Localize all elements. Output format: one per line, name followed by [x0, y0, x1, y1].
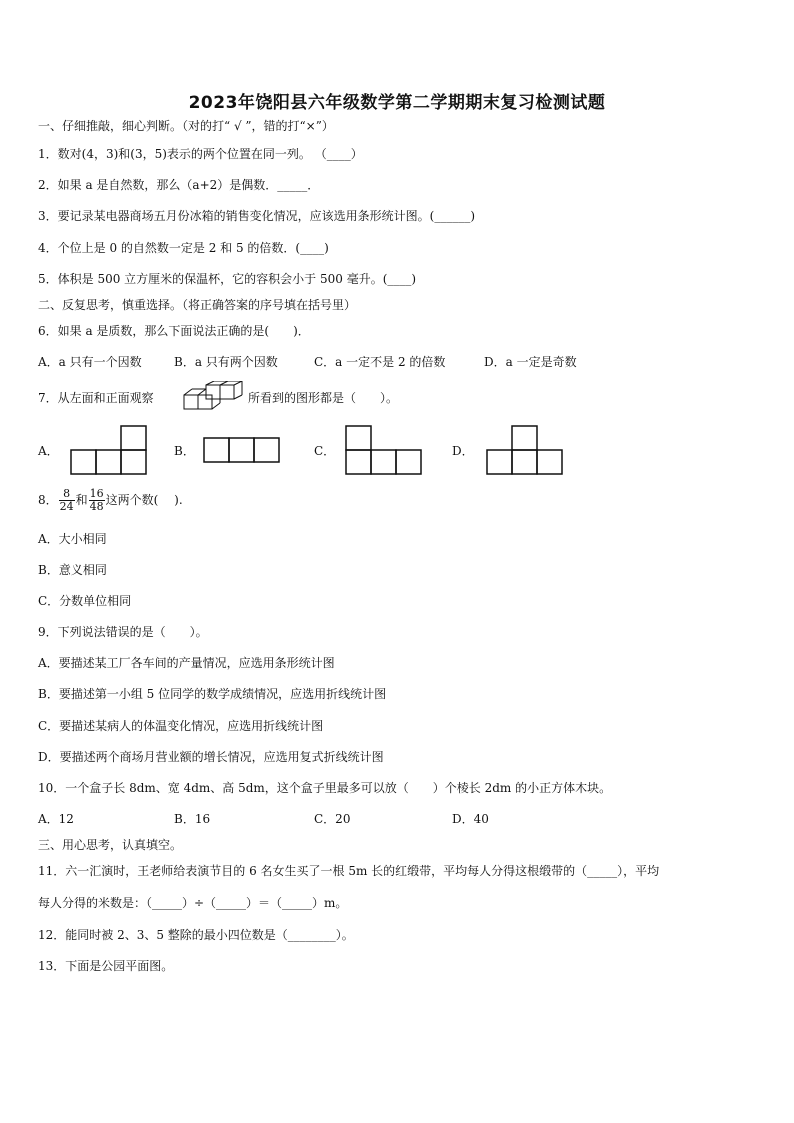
section3-heading: 三、用心思考，认真填空。 [38, 838, 183, 852]
question-7-option-c-label: C． [314, 444, 336, 458]
question-6-option-b: B．a 只有两个因数 [174, 355, 278, 369]
question-8-stem [38, 488, 183, 513]
question-10-stem: 10．一个盒子长 8dm、宽 4dm、高 5dm，这个盒子里最多可以放（ ）个棱长 2dm 的小正方体木块。 [38, 781, 612, 795]
q8-fraction-2-denominator: 48 [89, 500, 104, 513]
q8-suffix: 这两个数( ). [105, 493, 183, 507]
question-6-option-c: C．a 一定不是 2 的倍数 [314, 355, 446, 369]
question-2: 2．如果 a 是自然数，那么（a+2）是偶数．_____． [38, 178, 320, 192]
question-8-option-c: C．分数单位相同 [38, 594, 132, 608]
q7-option-d-figure [486, 424, 564, 476]
q7-option-c-figure [345, 424, 423, 476]
question-10-option-d: D．40 [452, 812, 489, 826]
q8-and: 和 [75, 493, 88, 507]
question-8-option-a: A．大小相同 [38, 532, 107, 546]
question-7-stem-before: 7．从左面和正面观察 [38, 391, 154, 405]
q8-fraction-1 [59, 488, 75, 513]
q8-fraction-1-denominator: 24 [59, 500, 74, 513]
question-11-line-1: 11．六一汇演时，王老师给表演节目的 6 名女生买了一根 5m 长的红缎带，平均每人分得这根缎带的（_____），平均 [38, 864, 660, 878]
question-9-stem: 9．下列说法错误的是（ ）。 [38, 625, 208, 639]
question-7-stem-after: 所看到的图形都是（ ）。 [248, 391, 399, 405]
question-9-option-d: D．要描述两个商场月营业额的增长情况，应选用复式折线统计图 [38, 750, 384, 764]
question-1: 1．数对(4，3)和(3，5)表示的两个位置在同一列。 （____） [38, 147, 363, 161]
question-9-option-b: B．要描述第一小组 5 位同学的数学成绩情况，应选用折线统计图 [38, 687, 387, 701]
question-8-option-b: B．意义相同 [38, 563, 107, 577]
question-9-option-a: A．要描述某工厂各车间的产量情况，应选用条形统计图 [38, 656, 335, 670]
q7-option-a-figure [70, 424, 150, 476]
question-11-line-2: 每人分得的米数是：（_____）÷（_____）＝（_____）m。 [38, 896, 348, 910]
q7-option-b-figure [203, 436, 281, 466]
q8-fraction-2-numerator: 16 [89, 487, 104, 500]
question-10-option-a: A．12 [38, 812, 74, 826]
q8-fraction-2 [89, 488, 105, 513]
question-13: 13．下面是公园平面图。 [38, 959, 174, 973]
q7-cube-figure [182, 381, 244, 413]
section2-heading: 二、反复思考，慎重选择。（将正确答案的序号填在括号里） [38, 298, 357, 312]
question-6-option-d: D．a 一定是奇数 [484, 355, 577, 369]
question-10-option-b: B．16 [174, 812, 211, 826]
question-3: 3．要记录某电器商场五月份冰箱的销售变化情况，应该选用条形统计图。(______) [38, 209, 476, 223]
q8-fraction-1-numerator: 8 [59, 488, 75, 501]
question-10-option-c: C．20 [314, 812, 351, 826]
page-title: 2023年饶阳县六年级数学第二学期期末复习检测试题 [188, 93, 606, 113]
question-5: 5．体积是 500 立方厘米的保温杯，它的容积会小于 500 毫升。(____) [38, 272, 417, 286]
question-7-option-a-label: A． [38, 444, 59, 458]
q8-prefix: 8． [38, 493, 58, 507]
question-4: 4．个位上是 0 的自然数一定是 2 和 5 的倍数．(____) [38, 241, 329, 255]
question-7-option-d-label: D． [452, 444, 474, 458]
question-12: 12．能同时被 2、3、5 整除的最小四位数是（________）。 [38, 928, 354, 942]
question-6-option-a: A．a 只有一个因数 [38, 355, 142, 369]
question-7-option-b-label: B． [174, 444, 195, 458]
question-9-option-c: C．要描述某病人的体温变化情况，应选用折线统计图 [38, 719, 324, 733]
question-6-stem: 6．如果 a 是质数，那么下面说法正确的是( )． [38, 324, 310, 338]
section1-heading: 一、仔细推敲，细心判断。（对的打“ √ ”，错的打“×”） [38, 119, 334, 133]
